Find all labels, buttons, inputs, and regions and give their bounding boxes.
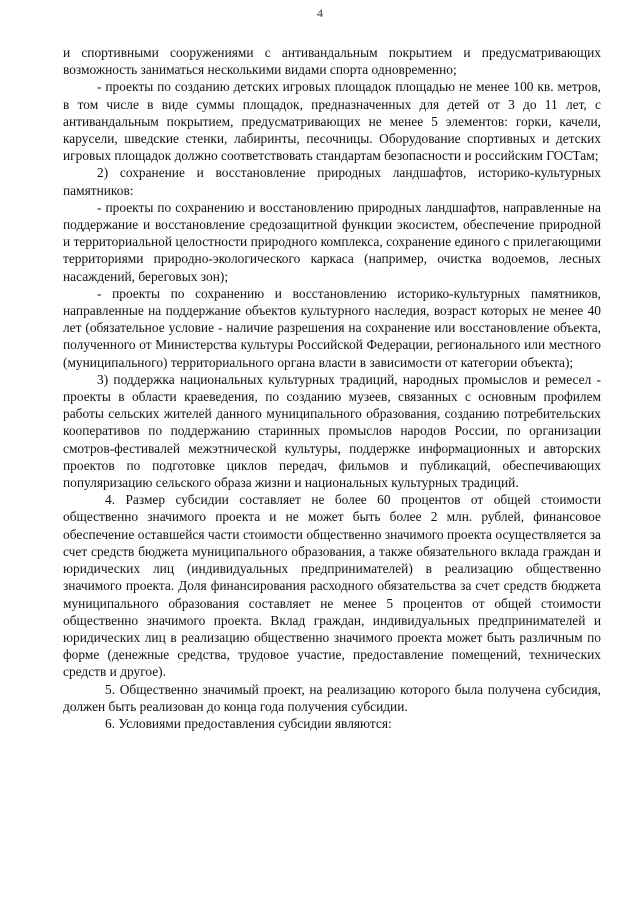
paragraph-item-2: 2) сохранение и восстановление природных ландшафтов, историко-культурных памятников:: [63, 165, 601, 198]
paragraph-landscapes: - проекты по сохранению и восстановлению природных ландшафтов, направленные на поддержание и восстановление средозащитной функции экосистем, обеспечение природной и территориальной целостности природного комплекса, сохранение единого с прилегающими территориями природно-экологического каркаса (например, очистка водоемов, лесных насаждений, береговых зон);: [63, 199, 601, 284]
paragraph-6-conditions: 6. Условиями предоставления субсидии являются:: [105, 715, 392, 731]
paragraph-5-implementation: 5. Общественно значимый проект, на реализацию которого была получена субсидия, должен быть реализован до конца года получения субсидии.: [63, 681, 601, 714]
paragraph-monuments: - проекты по сохранению и восстановлению историко-культурных памятников, направленные на поддержание объектов культурного наследия, возраст которых не менее 40 лет (обязательное условие - наличие разрешения на сохранение или восстановление объекта, полученного от Министерства культуры Российской Федерации, регионального или местного (муниципального) территориального органа власти в зависимости от категории объекта);: [63, 285, 601, 370]
page-number: 4: [317, 6, 323, 20]
document-body: [63, 44, 601, 732]
paragraph-playgrounds: - проекты по созданию детских игровых площадок площадью не менее 100 кв. метров, в том числе в виде суммы площадок, предназначенных для детей от 3 до 11 лет, с антивандальным покрытием, предусматривающих не менее 5 элементов: горки, качели, карусели, шведские стенки, лабиринты, песочницы. Оборудование спортивных и детских игровых площадок должно соответствовать стандартам безопасности и российским ГОСТам;: [63, 79, 601, 164]
paragraph-4-subsidy-size: 4. Размер субсидии составляет не более 60 процентов от общей стоимости общественно значимого проекта и не может быть более 2 млн. рублей, финансовое обеспечение оставшейся части стоимости общественно значимого проекта осуществляется за счет средств бюджета муниципального образования, а также обязательного вклада граждан и юридических лиц (индивидуальных предпринимателей) в реализацию общественно значимого проекта. Доля финансирования расходного обязательства за счет средств бюджета муниципального образования составляет не менее 5 процентов от общей стоимости общественно значимого проекта. Вклад граждан, индивидуальных предпринимателей и юридических лиц в реализацию общественно значимого проекта может быть различным по форме (денежные средства, трудовое участие, предоставление помещений, технических средств и другое).: [63, 492, 601, 680]
paragraph-item-3: 3) поддержка национальных культурных традиций, народных промыслов и ремесел - проекты в области краеведения, по созданию музеев, связанных с основным профилем работы сельских жителей данного муниципального образования, созданию потребительских кооперативов по поддержанию старинных промыслов народов России, по организации смотров-фестивалей межэтнической культуры, поддержке информационных и авторских проектов по подготовке циклов передач, фильмов и публикаций, обеспечивающих популяризацию сельского образа жизни и национальных культурных традиций.: [63, 371, 601, 491]
paragraph-sports-facilities: и спортивными сооружениями с антивандальным покрытием и предусматривающих возможность заниматься несколькими видами спорта одновременно;: [63, 45, 601, 78]
